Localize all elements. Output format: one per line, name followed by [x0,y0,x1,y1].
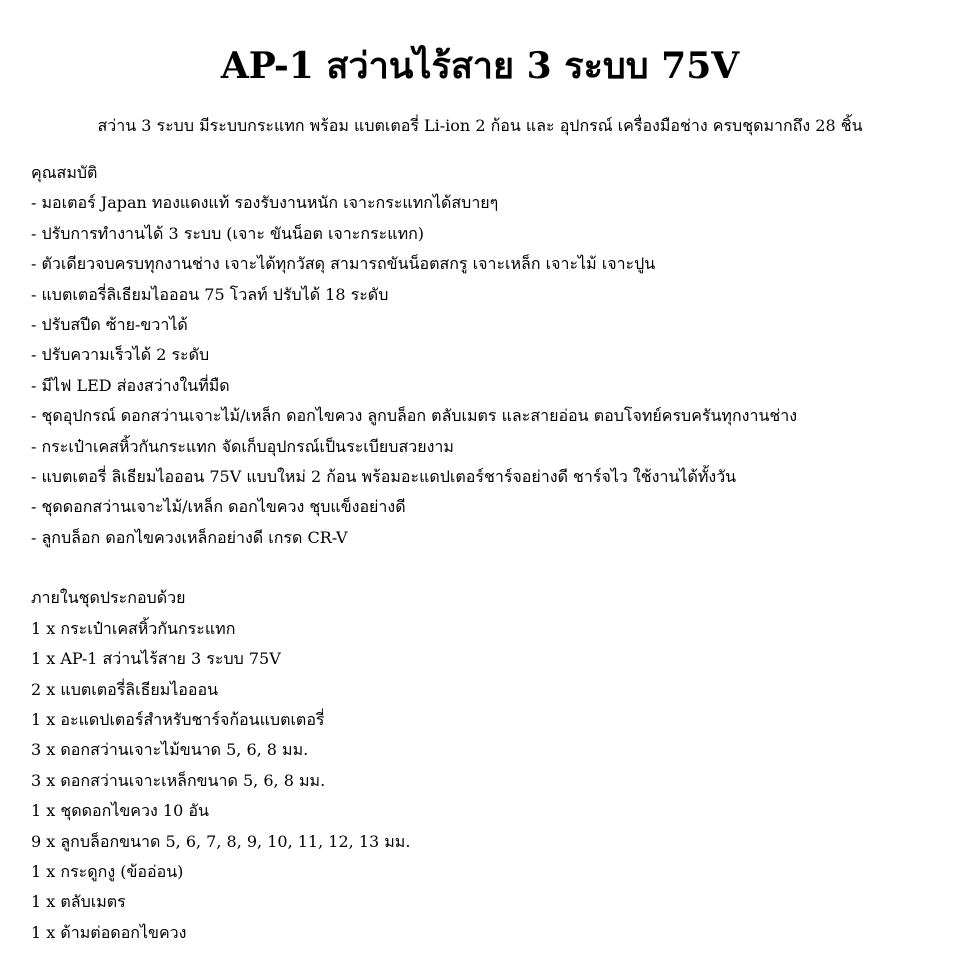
package-item: 1 x ด้ามต่อดอกไขควง [31,922,187,942]
feature-item: - กระเป๋าเคสหิ้วกันกระแทก จัดเก็บอุปกรณ์เป็นระเบียบสวยงาม [31,436,454,456]
package-item: 9 x ลูกบล็อกขนาด 5, 6, 7, 8, 9, 10, 11, 12, 13 มม. [31,831,411,851]
package-item: 3 x ดอกสว่านเจาะเหล็กขนาด 5, 6, 8 มม. [31,770,326,790]
product-summary: สว่าน 3 ระบบ มีระบบกระแทก พร้อม แบตเตอรี่ Li-ion 2 ก้อน และ อุปกรณ์ เครื่องมือช่าง ครบชุดมากถึง 28 ชิ้น [97,116,863,135]
product-description [31,158,956,948]
package-item: 1 x กระเป๋าเคสหิ้วกันกระแทก [31,618,236,638]
package-item: 1 x อะแดปเตอร์สำหรับชาร์จก้อนแบตเตอรี่ [31,710,325,730]
section-spacer [31,553,956,583]
package-item: 1 x ตลับเมตร [31,892,126,912]
feature-item: - ปรับความเร็วได้ 2 ระดับ [31,345,210,365]
feature-item: - ปรับการทำงานได้ 3 ระบบ (เจาะ ขันน็อต เจาะกระแทก) [31,223,425,243]
feature-item: - มีไฟ LED ส่องสว่างในที่มืด [31,375,230,395]
package-item: 1 x กระดูกงู (ข้ออ่อน) [31,861,184,881]
feature-item: - ชุดอุปกรณ์ ดอกสว่านเจาะไม้/เหล็ก ดอกไขควง ลูกบล็อก ตลับเมตร และสายอ่อน ตอบโจทย์ครบครันทุกงานช่าง [31,406,798,426]
feature-item: - ลูกบล็อก ดอกไขควงเหล็กอย่างดี เกรด CR-V [31,527,348,547]
package-item: 2 x แบตเตอรี่ลิเธียมไอออน [31,679,219,699]
feature-item: - แบตเตอรี่ ลิเธียมไอออน 75V แบบใหม่ 2 ก้อน พร้อมอะแดปเตอร์ชาร์จอย่างดี ชาร์จไว ใช้งานได้ทั้งวัน [31,466,737,486]
package-item: 3 x ดอกสว่านเจาะไม้ขนาด 5, 6, 8 มม. [31,740,309,760]
feature-item: - ชุดดอกสว่านเจาะไม้/เหล็ก ดอกไขควง ชุบแข็งอย่างดี [31,497,406,517]
package-item: 1 x ชุดดอกไขควง 10 อัน [31,801,209,821]
page-title: AP-1 สว่านไร้สาย 3 ระบบ 75V [220,45,740,87]
features-heading: คุณสมบัติ [31,163,98,182]
feature-item: - ปรับสปีด ซ้าย-ขวาได้ [31,314,188,334]
feature-item: - มอเตอร์ Japan ทองแดงแท้ รองรับงานหนัก เจาะกระแทกได้สบายๆ [31,193,499,213]
package-item: 1 x AP-1 สว่านไร้สาย 3 ระบบ 75V [31,649,281,669]
feature-item: - ตัวเดียวจบครบทุกงานช่าง เจาะได้ทุกวัสดุ สามารถขันน็อตสกรู เจาะเหล็ก เจาะไม้ เจาะปูน [31,254,656,274]
package-heading: ภายในชุดประกอบด้วย [31,588,186,608]
feature-item: - แบตเตอรี่ลิเธียมไอออน 75 โวลท์ ปรับได้ 18 ระดับ [31,284,389,304]
